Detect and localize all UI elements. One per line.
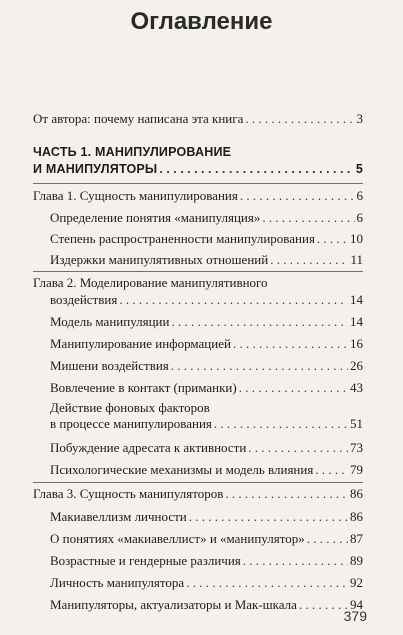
section-divider	[33, 482, 363, 483]
toc-entry-label-line1[interactable]: Действие фоновых факторов	[50, 400, 210, 415]
leader-dots	[171, 358, 348, 374]
page-number: 379	[343, 608, 367, 624]
toc-entry[interactable]	[50, 314, 363, 330]
leader-dots	[315, 462, 348, 478]
chapter-2-title-line1[interactable]: Глава 2. Моделирование манипулятивного	[33, 275, 268, 290]
toc-entry[interactable]	[50, 440, 363, 456]
toc-entry-chapter-1[interactable]	[33, 188, 363, 204]
leader-dots	[248, 440, 348, 456]
toc-entry-page: 89	[350, 553, 363, 568]
leader-dots	[159, 161, 353, 177]
toc-entry-page: 26	[350, 358, 363, 373]
toc-entry-label: Мишени воздействия	[50, 358, 169, 373]
toc-entry-label: Глава 1. Сущность манипулирования	[33, 188, 238, 203]
leader-dots	[189, 509, 348, 525]
section-divider	[33, 271, 363, 272]
toc-entry-page: 43	[350, 380, 363, 395]
toc-entry[interactable]	[50, 210, 363, 226]
toc-entry[interactable]	[50, 553, 363, 569]
leader-dots	[186, 575, 348, 591]
leader-dots	[243, 553, 348, 569]
toc-entry-chapter-3[interactable]	[33, 486, 363, 502]
page-title: Оглавление	[130, 8, 273, 35]
toc-entry-part1[interactable]	[33, 161, 363, 177]
toc-entry[interactable]	[50, 509, 363, 525]
toc-entry-label: Определение понятия «манипуляция»	[50, 210, 261, 225]
chapter-2-title-line2: воздействия	[50, 292, 118, 307]
toc-entry-page: 6	[356, 210, 363, 225]
toc-entry-label: Степень распространенности манипулирования	[50, 231, 315, 246]
toc-entry[interactable]	[50, 231, 363, 247]
toc-entry-page: 86	[350, 509, 363, 524]
toc-entry[interactable]	[50, 575, 363, 591]
toc-entry-label: Манипулирование информацией	[50, 336, 231, 351]
toc-entry-page: 79	[350, 462, 363, 477]
toc-entry[interactable]	[50, 380, 363, 396]
toc-entry-page: 3	[356, 111, 363, 126]
toc-entry-label: Психологические механизмы и модель влияния	[50, 462, 314, 477]
leader-dots	[119, 292, 348, 308]
toc-entry-label: Вовлечение в контакт (приманки)	[50, 380, 237, 395]
toc-entry[interactable]	[50, 597, 363, 613]
toc-entry[interactable]	[50, 531, 363, 547]
toc-entry-page: 14	[350, 314, 363, 329]
toc-entry-page: 51	[350, 416, 363, 431]
toc-entry-chapter-2[interactable]	[50, 292, 363, 308]
toc-entry-label: Издержки манипулятивных отношений	[50, 252, 269, 267]
toc-entry[interactable]	[50, 358, 363, 374]
leader-dots	[225, 486, 348, 502]
toc-entry-label: Макиавеллизм личности	[50, 509, 187, 524]
leader-dots	[214, 416, 348, 432]
leader-dots	[171, 314, 348, 330]
toc-entry-label: От автора: почему написана эта книга	[33, 111, 244, 126]
leader-dots	[233, 336, 348, 352]
toc-entry-label: Возрастные и гендерные различия	[50, 553, 241, 568]
leader-dots	[245, 111, 354, 127]
toc-entry-label: Глава 3. Сущность манипуляторов	[33, 486, 224, 501]
leader-dots	[307, 531, 348, 547]
toc-entry-label: О понятиях «макиавеллист» и «манипулятор»	[50, 531, 305, 546]
leader-dots	[317, 231, 348, 247]
toc-entry[interactable]	[50, 416, 363, 432]
toc-entry-page: 73	[350, 440, 363, 455]
toc-entry-page: 16	[350, 336, 363, 351]
toc-entry-intro[interactable]	[33, 111, 363, 127]
toc-entry[interactable]	[50, 336, 363, 352]
leader-dots	[270, 252, 348, 268]
toc-entry-label: Личность манипулятора	[50, 575, 185, 590]
toc-entry-page: 11	[350, 252, 363, 267]
toc-entry-label: Манипуляторы, актуализаторы и Мак-шкала	[50, 597, 297, 612]
part1-title-line2: И МАНИПУЛЯТОРЫ	[33, 162, 158, 176]
toc-entry-page: 94	[350, 597, 363, 612]
toc-entry-page: 87	[350, 531, 363, 546]
toc-entry-page: 5	[355, 162, 363, 176]
toc-entry-label: Модель манипуляции	[50, 314, 170, 329]
leader-dots	[240, 188, 355, 204]
toc-entry-label: в процессе манипулирования	[50, 416, 212, 431]
toc-entry-page: 86	[350, 486, 363, 501]
section-divider	[33, 183, 363, 184]
toc-entry[interactable]	[50, 462, 363, 478]
leader-dots	[299, 597, 348, 613]
toc-entry-page: 6	[356, 188, 363, 203]
toc-entry-page: 92	[350, 575, 363, 590]
toc-entry-label: Побуждение адресата к активности	[50, 440, 247, 455]
leader-dots	[239, 380, 348, 396]
toc-entry[interactable]	[50, 252, 363, 268]
part1-title-line1[interactable]: ЧАСТЬ 1. МАНИПУЛИРОВАНИЕ	[33, 145, 232, 159]
leader-dots	[262, 210, 354, 226]
toc-entry-page: 10	[350, 231, 363, 246]
toc-entry-page: 14	[350, 292, 363, 307]
